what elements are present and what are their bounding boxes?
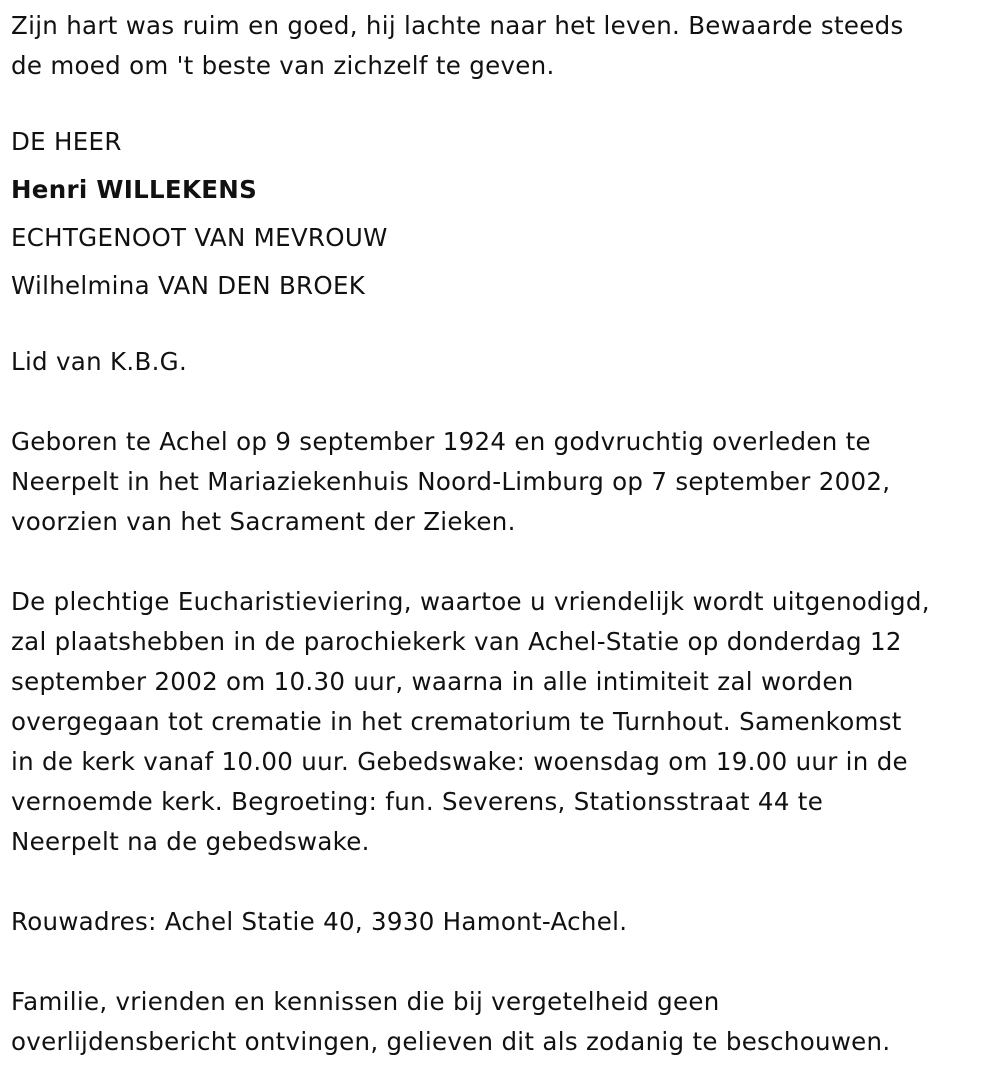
name-block — [11, 118, 1000, 310]
paragraph-line: Familie, vrienden en kennissen die bij vergetelheid geen — [11, 987, 720, 1016]
verse-line: Zijn hart was ruim en goed, hij lachte naar het leven. Bewaarde steeds — [11, 11, 904, 40]
paragraph-line: Neerpelt na de gebedswake. — [11, 827, 370, 856]
paragraph-line: Neerpelt in het Mariaziekenhuis Noord-Limburg op 7 september 2002, — [11, 467, 891, 496]
paragraph-line: voorzien van het Sacrament der Zieken. — [11, 507, 516, 536]
paragraph-line: in de kerk vanaf 10.00 uur. Gebedswake: woensdag om 19.00 uur in de — [11, 747, 908, 776]
verse-block — [11, 6, 1000, 86]
title-prefix: DE HEER — [11, 127, 122, 156]
paragraph-line: vernoemde kerk. Begroeting: fun. Severens, Stationsstraat 44 te — [11, 787, 824, 816]
ceremony-paragraph — [11, 582, 1000, 862]
deceased-name: Henri WILLEKENS — [11, 175, 258, 204]
paragraph-line: Geboren te Achel op 9 september 1924 en godvruchtig overleden te — [11, 427, 871, 456]
closing-paragraph — [11, 982, 1000, 1062]
paragraph-line: overlijdensbericht ontvingen, gelieven dit als zodanig te beschouwen. — [11, 1027, 891, 1056]
membership-text: Lid van K.B.G. — [11, 347, 188, 376]
paragraph-line: overgegaan tot crematie in het crematorium te Turnhout. Samenkomst — [11, 707, 902, 736]
relation-text: ECHTGENOOT VAN MEVROUW — [11, 223, 388, 252]
verse-line: de moed om 't beste van zichzelf te geven. — [11, 51, 555, 80]
birth-death-paragraph — [11, 422, 1000, 542]
paragraph-line: september 2002 om 10.30 uur, waarna in alle intimiteit zal worden — [11, 667, 854, 696]
address-text: Rouwadres: Achel Statie 40, 3930 Hamont-Achel. — [11, 907, 628, 936]
spouse-name: Wilhelmina VAN DEN BROEK — [11, 271, 366, 300]
paragraph-line: De plechtige Eucharistieviering, waartoe u vriendelijk wordt uitgenodigd, — [11, 587, 930, 616]
paragraph-line: zal plaatshebben in de parochiekerk van Achel-Statie op donderdag 12 — [11, 627, 902, 656]
